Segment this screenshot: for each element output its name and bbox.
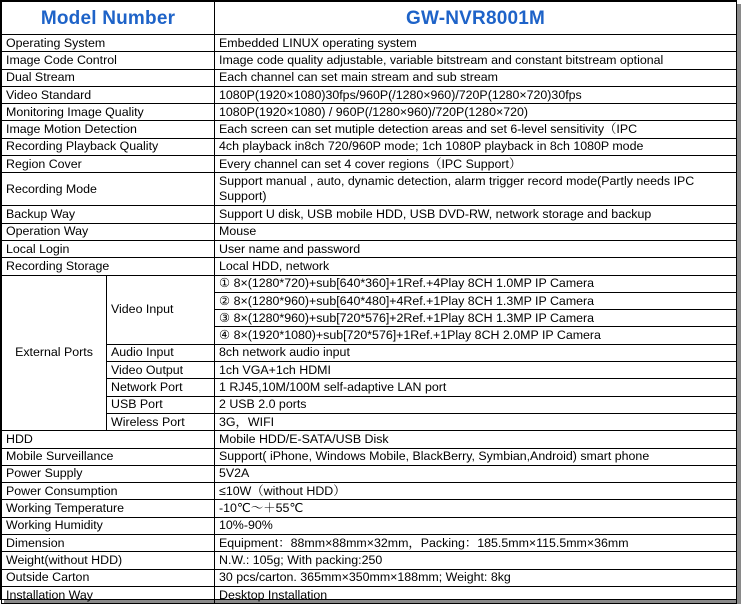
spec-value: 4ch playback in8ch 720/960P mode; 1ch 1080P playback in 8ch 1080P mode	[215, 138, 737, 155]
spec-row	[2, 173, 737, 206]
spec-label: Dual Stream	[2, 69, 215, 86]
external-ports-row	[2, 413, 737, 430]
spec-row	[2, 483, 737, 500]
spec-row	[2, 206, 737, 223]
port-label: USB Port	[107, 396, 215, 413]
spec-value: ≤10W（without HDD）	[215, 483, 737, 500]
spec-row	[2, 240, 737, 257]
spec-value: Mobile HDD/E-SATA/USB Disk	[215, 431, 737, 448]
spec-value: Every channel can set 4 cover regions（IPC Support）	[215, 156, 737, 173]
port-label: Network Port	[107, 379, 215, 396]
spec-value: Local HDD, network	[215, 258, 737, 275]
spec-table	[1, 1, 737, 604]
spec-label: Working Temperature	[2, 500, 215, 517]
port-value: 2 USB 2.0 ports	[215, 396, 737, 413]
spec-row	[2, 156, 737, 173]
spec-label: Recording Mode	[2, 173, 215, 206]
spec-value: Equipment：88mm×88mm×32mm，Packing：185.5mm×115.5mm×36mm	[215, 535, 737, 552]
spec-value: 5V2A	[215, 465, 737, 482]
port-label: Video Output	[107, 362, 215, 379]
video-input-option: ① 8×(1280*720)+sub[640*360]+1Ref.+4Play 8CH 1.0MP IP Camera	[215, 275, 737, 292]
spec-label: Backup Way	[2, 206, 215, 223]
spec-row	[2, 138, 737, 155]
spec-row	[2, 465, 737, 482]
spec-label: Power Supply	[2, 465, 215, 482]
spec-row	[2, 569, 737, 586]
spec-row	[2, 223, 737, 240]
video-input-option: ② 8×(1280*960)+sub[640*480]+4Ref.+1Play 8CH 1.3MP IP Camera	[215, 292, 737, 309]
spec-value: 30 pcs/carton. 365mm×350mm×188mm; Weight: 8kg	[215, 569, 737, 586]
spec-value: Support U disk, USB mobile HDD, USB DVD-RW, network storage and backup	[215, 206, 737, 223]
spec-row	[2, 121, 737, 138]
spec-value: Image code quality adjustable, variable bitstream and constant bitstream optional	[215, 52, 737, 69]
spec-row	[2, 535, 737, 552]
spec-value: Support manual , auto, dynamic detection, alarm trigger record mode(Partly needs IPC Support)	[215, 173, 737, 206]
spec-value: Desktop Installation	[215, 586, 737, 603]
spec-value: User name and password	[215, 240, 737, 257]
spec-value: Each channel can set main stream and sub stream	[215, 69, 737, 86]
video-input-option: ③ 8×(1280*960)+sub[720*576]+2Ref.+1Play 8CH 1.3MP IP Camera	[215, 310, 737, 327]
external-ports-row	[2, 396, 737, 413]
video-input-label: Video Input	[107, 275, 215, 344]
spec-value: 10%-90%	[215, 517, 737, 534]
spec-row	[2, 500, 737, 517]
port-value: 1 RJ45,10M/100M self-adaptive LAN port	[215, 379, 737, 396]
spec-label: Dimension	[2, 535, 215, 552]
model-name-heading: GW-NVR8001M	[215, 2, 737, 35]
spec-label: Local Login	[2, 240, 215, 257]
port-value: 8ch network audio input	[215, 344, 737, 361]
spec-label: Recording Storage	[2, 258, 215, 275]
spec-label: Video Standard	[2, 86, 215, 103]
spec-label: Power Consumption	[2, 483, 215, 500]
model-number-heading: Model Number	[2, 2, 215, 35]
spec-row	[2, 69, 737, 86]
external-ports-row	[2, 379, 737, 396]
spec-value: Support( iPhone, Windows Mobile, BlackBerry, Symbian,Android) smart phone	[215, 448, 737, 465]
spec-row	[2, 431, 737, 448]
spec-value: -10℃～＋55℃	[215, 500, 737, 517]
spec-label: Image Code Control	[2, 52, 215, 69]
spec-row	[2, 552, 737, 569]
external-ports-label: External Ports	[2, 275, 107, 431]
video-input-option: ④ 8×(1920*1080)+sub[720*576]+1Ref.+1Play 8CH 2.0MP IP Camera	[215, 327, 737, 344]
spec-label: Image Motion Detection	[2, 121, 215, 138]
spec-row	[2, 586, 737, 603]
spec-label: Working Humidity	[2, 517, 215, 534]
spec-value: 1080P(1920×1080)30fps/960P(/1280×960)/720P(1280×720)30fps	[215, 86, 737, 103]
spec-label: Installation Way	[2, 586, 215, 603]
spec-value: Mouse	[215, 223, 737, 240]
spec-label: Weight(without HDD)	[2, 552, 215, 569]
port-value: 3G，WIFI	[215, 413, 737, 430]
spec-label: Operating System	[2, 35, 215, 52]
spec-value: N.W.: 105g; With packing:250	[215, 552, 737, 569]
spec-label: Outside Carton	[2, 569, 215, 586]
spec-row	[2, 35, 737, 52]
spec-label: HDD	[2, 431, 215, 448]
spec-row	[2, 517, 737, 534]
port-label: Audio Input	[107, 344, 215, 361]
external-ports-row	[2, 362, 737, 379]
spec-label: Recording Playback Quality	[2, 138, 215, 155]
external-ports-row	[2, 275, 737, 292]
spec-row	[2, 448, 737, 465]
spec-value: Embedded LINUX operating system	[215, 35, 737, 52]
spec-row	[2, 104, 737, 121]
spec-label: Operation Way	[2, 223, 215, 240]
spec-label: Region Cover	[2, 156, 215, 173]
spec-row	[2, 258, 737, 275]
external-ports-row	[2, 344, 737, 361]
header-row	[2, 2, 737, 35]
spec-label: Monitoring Image Quality	[2, 104, 215, 121]
port-label: Wireless Port	[107, 413, 215, 430]
spec-value: Each screen can set mutiple detection areas and set 6-level sensitivity（IPC	[215, 121, 737, 138]
spec-value: 1080P(1920×1080) / 960P(/1280×960)/720P(1280×720)	[215, 104, 737, 121]
port-value: 1ch VGA+1ch HDMI	[215, 362, 737, 379]
spec-row	[2, 86, 737, 103]
spec-row	[2, 52, 737, 69]
spec-label: Mobile Surveillance	[2, 448, 215, 465]
